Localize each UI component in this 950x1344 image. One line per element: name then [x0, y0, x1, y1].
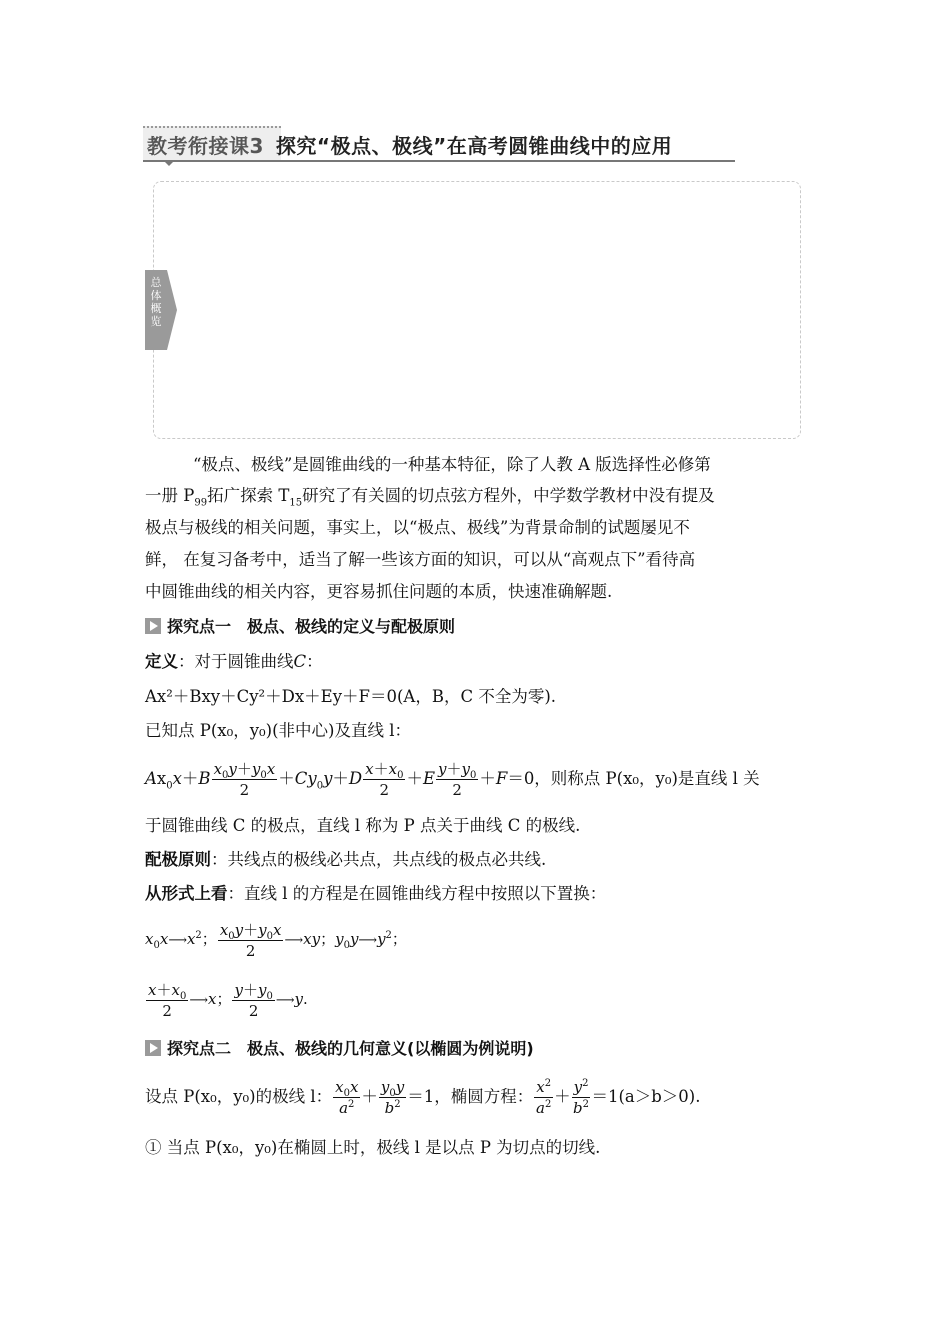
polar-line-equation: $Ax_0x+B$ $\frac{x_0y+y_0x}{2}$ $+Cy_0y+D$ $\frac{x+x_0}{2}$ ＋E $\frac{y+y_0}{2}$ ＋F＝0，则称点 P(x₀，y₀)是直线 l 关: [145, 760, 760, 799]
title-notch-icon: [163, 160, 175, 166]
side-tab-arrow-icon: [167, 270, 177, 350]
fraction-y0y-b2: $\frac{y_0y}{b^2}$: [380, 1078, 405, 1117]
task-subscript: 15: [289, 497, 303, 509]
definition-label: 定义: [145, 652, 178, 671]
intro-line-4: 鲜， 在复习备考中，适当了解一些该方面的知识，可以从“高观点下”看待高: [145, 550, 696, 569]
substitution-row-1: $x_0x⟶x^2$； $\frac{x_0y+y_0x}{2}$ ⟶xy；$y_0y⟶y^2$；: [145, 920, 407, 960]
section-2-heading: [145, 1038, 534, 1060]
intro-line-3: 极点与极线的相关问题，事实上，以“极点、极线”为背景命制的试题屡见不: [145, 518, 690, 537]
fraction-x2-a2: $\frac{x^2}{a^2}$: [536, 1078, 552, 1117]
fraction-xy: $\frac{x_0y+y_0x}{2}$: [213, 760, 276, 799]
polar-line-tail: ＝0，则称点 P(x₀，y₀)是直线 l 关: [507, 769, 760, 788]
overview-box: [153, 181, 801, 439]
fraction-x0x-a2: $\frac{x_0x}{a^2}$: [335, 1078, 359, 1117]
title-underline: [143, 160, 735, 162]
intro-text: 拓广探索 T: [207, 486, 290, 505]
lesson-label: 教考衔接课3: [147, 134, 264, 158]
section-2-title: 探究点二 极点、极线的几何意义(以椭圆为例说明): [167, 1039, 534, 1058]
overview-tab-label: 总体概览: [150, 276, 162, 328]
setup-text-c: ＝1(a＞b＞0).: [591, 1087, 701, 1106]
lesson-title-banner: [143, 122, 738, 166]
polar-principle-line: [145, 849, 546, 871]
form-text: ：直线 l 的方程是在圆锥曲线方程中按照以下置换：: [227, 884, 607, 903]
intro-line-5: 中圆锥曲线的相关内容，更容易抓住问题的本质，快速准确解题.: [145, 582, 613, 601]
section-1-heading: [145, 616, 455, 638]
fraction-y2-b2: $\frac{y^2}{b^2}$: [573, 1078, 590, 1117]
principle-label: 配极原则: [145, 850, 211, 869]
fraction-sub-y: $\frac{y+y_0}{2}$: [234, 980, 273, 1020]
setup-text-a: 设点 P(x₀，y₀)的极线 l：: [145, 1087, 333, 1106]
play-arrow-icon: [145, 1040, 161, 1056]
intro-text: 一册 P: [145, 486, 195, 505]
setup-text-b: ＝1，椭圆方程：: [407, 1087, 534, 1106]
curve-symbol: C: [293, 652, 307, 671]
fraction-sub-x: $\frac{x+x_0}{2}$: [148, 980, 187, 1020]
fraction-x: $\frac{x+x_0}{2}$: [365, 760, 404, 799]
page-subscript: 99: [194, 497, 208, 509]
page-title: [147, 130, 672, 159]
form-label: 从形式上看: [145, 884, 228, 903]
fraction-sub-xy: $\frac{x_0y+y_0x}{2}$: [219, 920, 282, 960]
substitution-row-2: $\frac{x+x_0}{2}$ ⟶x； $\frac{y+y_0}{2}$ ⟶y.: [148, 980, 308, 1020]
overview-side-tab: [145, 270, 167, 350]
topic-label: 探究“极点、极线”在高考圆锥曲线中的应用: [275, 134, 673, 158]
ellipse-setup-line: 设点 P(x₀，y₀)的极线 l： $\frac{x_0x}{a^2}$ ＋ $\frac{y_0y}{b^2}$ ＝1，椭圆方程： $\frac{x^2}{a^2}$ ＋ $\frac{y^2}{b^2}$ ＝1(a＞b＞0).: [145, 1078, 701, 1117]
pole-conclusion: 于圆锥曲线 C 的极点，直线 l 称为 P 点关于曲线 C 的极线.: [145, 816, 581, 835]
principle-text: ：共线点的极线必共点，共点线的极点必共线.: [211, 850, 547, 869]
intro-text: 研究了有关圆的切点弦方程外，中学数学教材中没有提及: [302, 486, 715, 505]
intro-line-2: [145, 485, 715, 507]
case-1-line: ① 当点 P(x₀，y₀)在椭圆上时，极线 l 是以点 P 为切点的切线.: [145, 1138, 601, 1157]
general-equation: Ax²＋Bxy＋Cy²＋Dx＋Ey＋F＝0(A，B，C 不全为零).: [145, 687, 557, 706]
definition-line: 定义：对于圆锥曲线C：: [145, 652, 323, 671]
play-arrow-icon: [145, 618, 161, 634]
section-1-title: 探究点一 极点、极线的定义与配极原则: [167, 617, 456, 636]
intro-line-1: “极点、极线”是圆锥曲线的一种基本特征，除了人教 A 版选择性必修第: [193, 455, 711, 474]
definition-text: ：对于圆锥曲线: [178, 652, 294, 671]
known-point-line: 已知点 P(x₀，y₀)(非中心)及直线 l：: [145, 721, 411, 740]
form-line: [145, 883, 606, 905]
fraction-y: $\frac{y+y_0}{2}$: [438, 760, 477, 799]
